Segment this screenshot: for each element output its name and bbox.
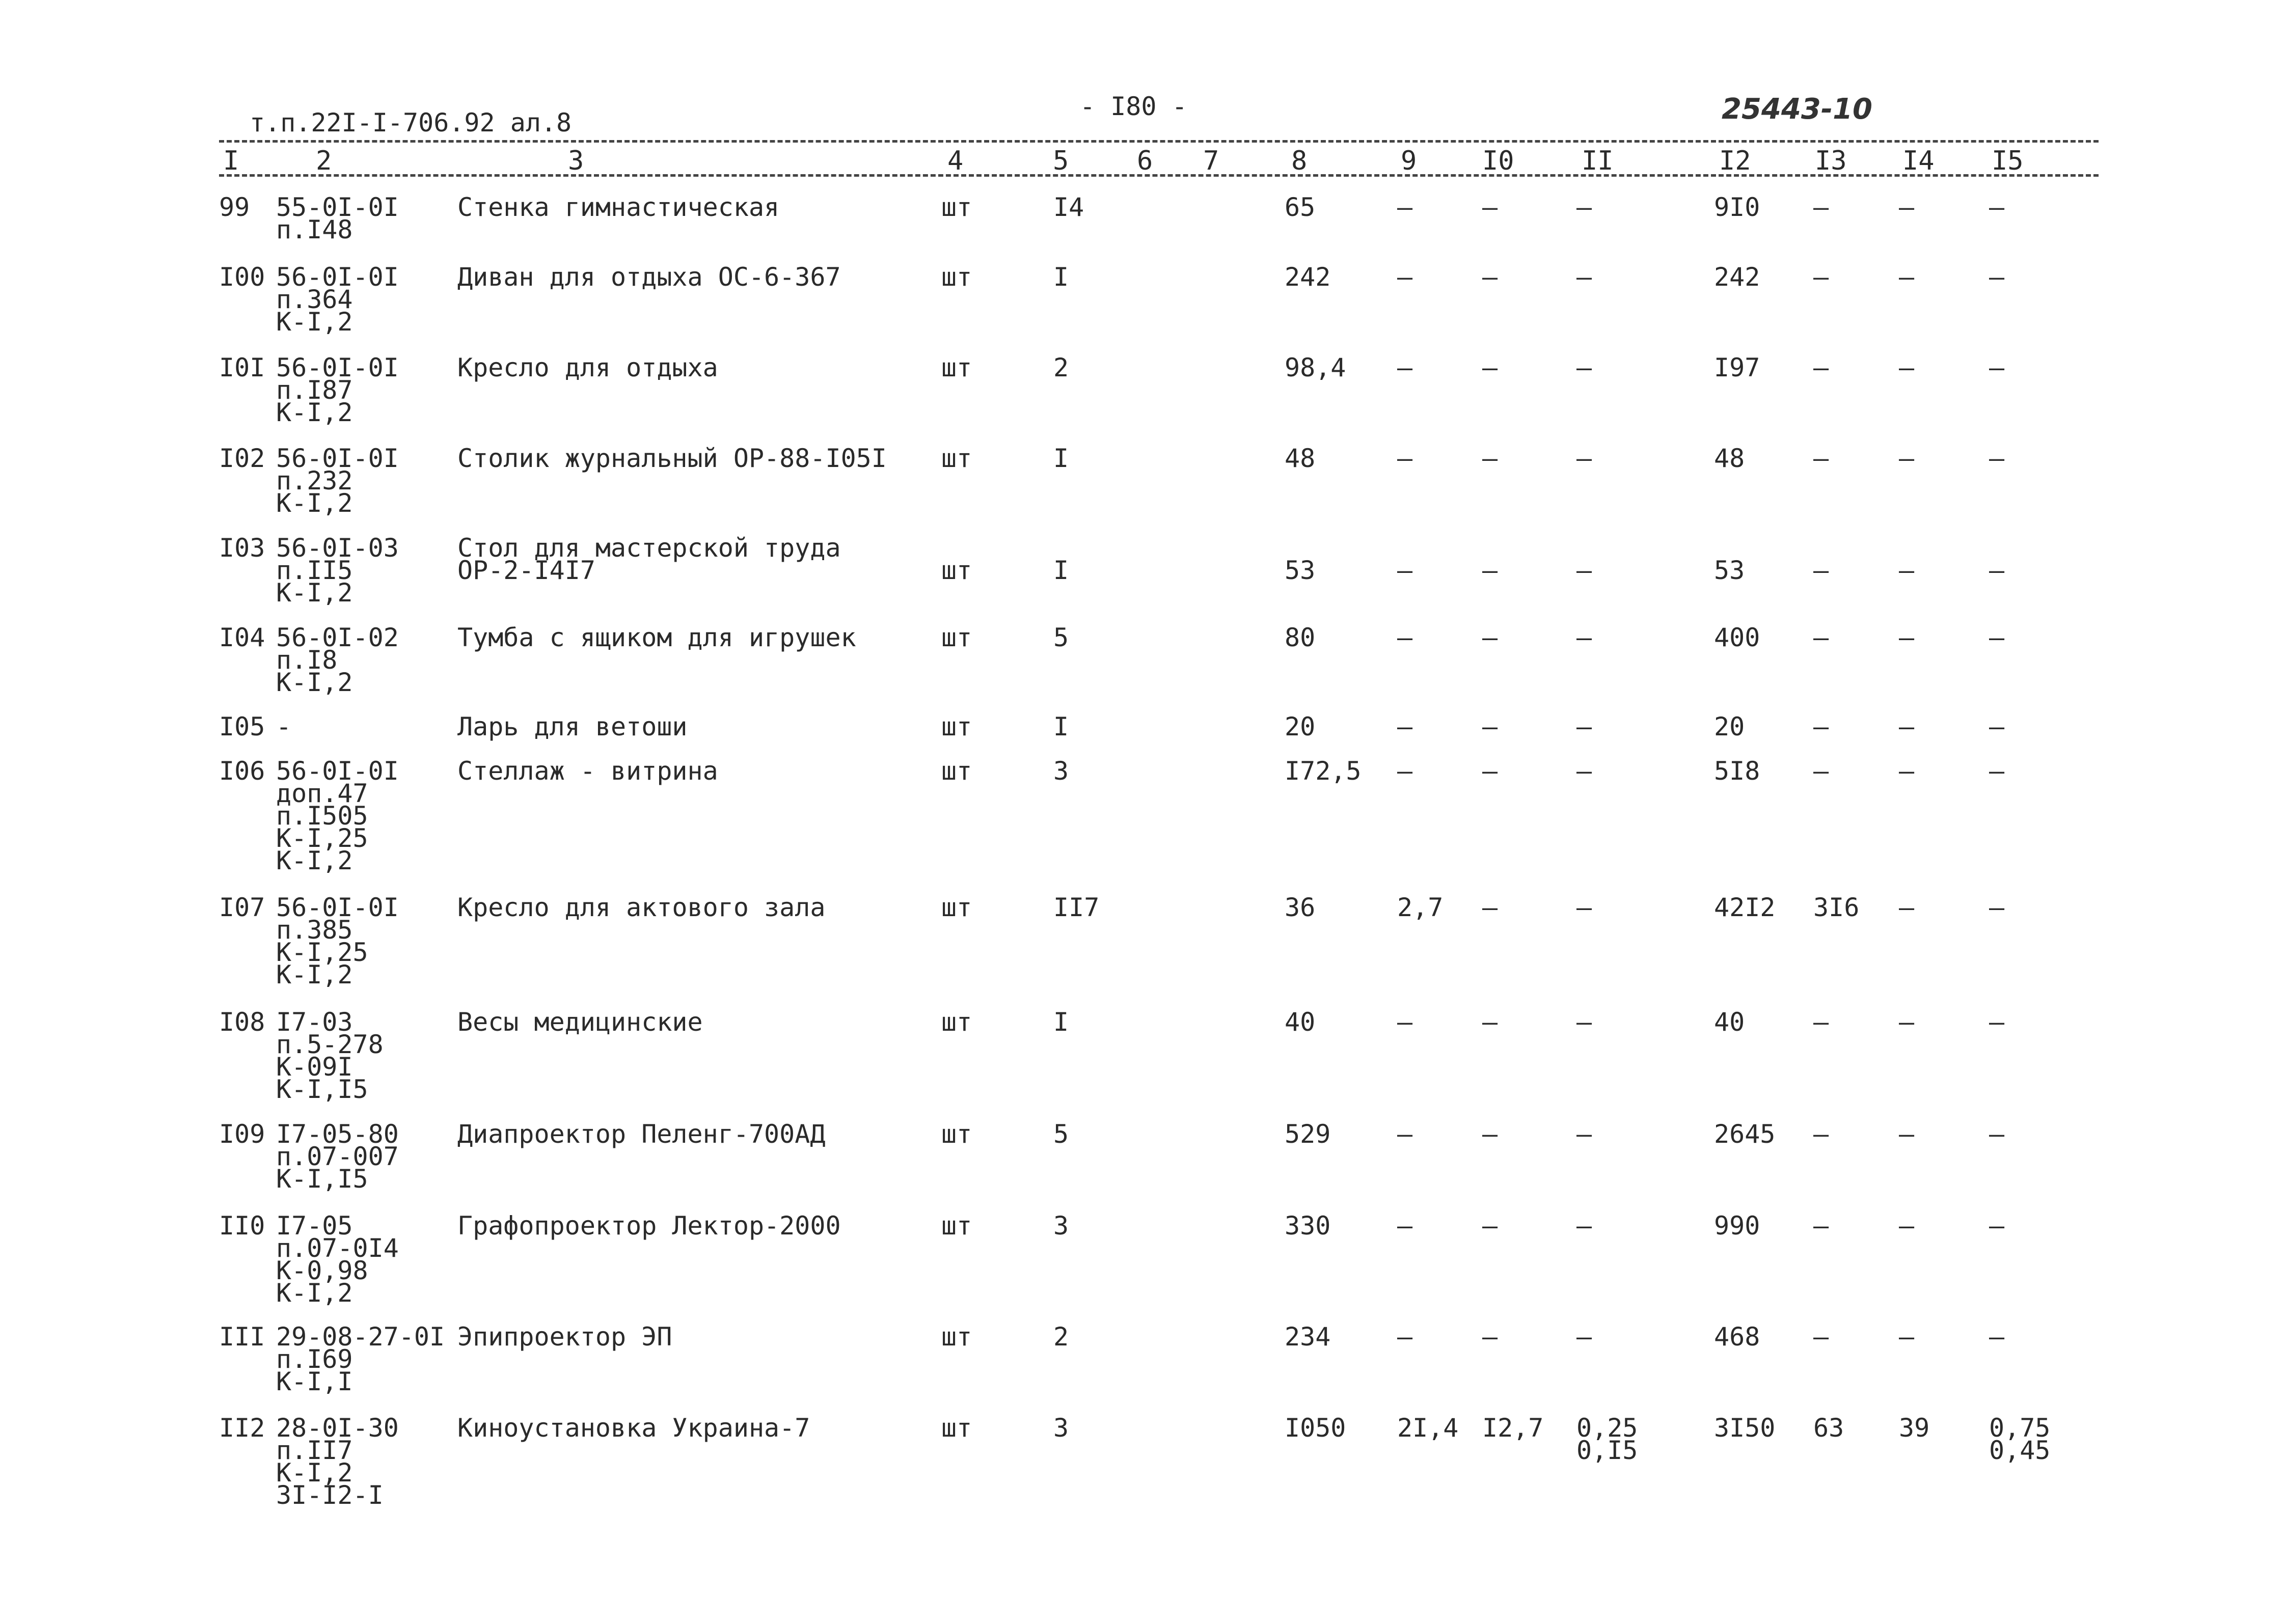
pricing-code: 56-0I-02 п.I8 К-I,2 — [276, 623, 399, 697]
value-c10: – — [1482, 556, 1498, 585]
row-number: III — [219, 1322, 265, 1352]
value-c11: – — [1576, 1322, 1592, 1352]
quantity: I — [1053, 1007, 1069, 1037]
quantity: 2 — [1053, 1322, 1069, 1352]
value-c9: – — [1397, 712, 1413, 741]
value-c11: – — [1576, 623, 1592, 652]
value-c9: – — [1397, 1007, 1413, 1037]
value-c14: – — [1899, 1007, 1915, 1037]
value-c15: – — [1989, 893, 2005, 922]
row-number: I03 — [219, 533, 265, 563]
pricing-code: 56-0I-0I п.I87 К-I,2 — [276, 353, 399, 427]
row-number: I07 — [219, 893, 265, 922]
value-c14: – — [1899, 353, 1915, 382]
value-c12: 20 — [1714, 712, 1745, 741]
item-name: Диван для отдыха ОС-6-367 — [457, 262, 841, 292]
value-c11: 0,25 0,I5 — [1576, 1413, 1638, 1465]
row-number: I05 — [219, 712, 265, 741]
value-c14: – — [1899, 1211, 1915, 1241]
value-c14: – — [1899, 1322, 1915, 1352]
value-c15: 0,75 0,45 — [1989, 1413, 2051, 1465]
value-c12: 990 — [1714, 1211, 1760, 1241]
value-c12: 5I8 — [1714, 756, 1760, 786]
value-c9: – — [1397, 262, 1413, 292]
handwritten-stamp: 25443-10 — [1722, 93, 1872, 126]
item-name: Стеллаж - витрина — [457, 756, 718, 786]
quantity: 2 — [1053, 353, 1069, 382]
value-c11: – — [1576, 893, 1592, 922]
column-number: I5 — [1992, 146, 2024, 176]
value-c10: I2,7 — [1482, 1413, 1544, 1443]
value-c13: – — [1813, 1119, 1829, 1149]
column-number: I — [223, 146, 239, 176]
item-name: Столик журнальный ОР-88-I05I — [457, 444, 887, 473]
value-c14: – — [1899, 262, 1915, 292]
value-c8: 40 — [1285, 1007, 1316, 1037]
value-c12: I97 — [1714, 353, 1760, 382]
value-c8: 48 — [1285, 444, 1316, 473]
value-c15: – — [1989, 623, 2005, 652]
value-c11: – — [1576, 192, 1592, 222]
row-number: I04 — [219, 623, 265, 652]
unit: шт — [941, 444, 972, 473]
value-c14: – — [1899, 1119, 1915, 1149]
value-c13: – — [1813, 262, 1829, 292]
value-c8: 20 — [1285, 712, 1316, 741]
value-c10: – — [1482, 262, 1498, 292]
value-c11: – — [1576, 756, 1592, 786]
quantity: I — [1053, 556, 1069, 585]
unit: шт — [941, 1007, 972, 1037]
value-c11: – — [1576, 353, 1592, 382]
pricing-code: 56-0I-0I п.385 К-I,25 К-I,2 — [276, 893, 399, 989]
pricing-code: 29-08-27-0I п.I69 К-I,I — [276, 1322, 445, 1396]
value-c10: – — [1482, 1007, 1498, 1037]
value-c8: 242 — [1285, 262, 1331, 292]
unit: шт — [941, 262, 972, 292]
value-c13: 63 — [1813, 1413, 1844, 1443]
item-name: Тумба с ящиком для игрушек — [457, 623, 856, 652]
value-c8: 234 — [1285, 1322, 1331, 1352]
pricing-code: 55-0I-0I п.I48 — [276, 192, 399, 244]
value-c15: – — [1989, 444, 2005, 473]
quantity: 3 — [1053, 756, 1069, 786]
value-c13: – — [1813, 1211, 1829, 1241]
column-number: I0 — [1482, 146, 1514, 176]
value-c8: 529 — [1285, 1119, 1331, 1149]
unit: шт — [941, 756, 972, 786]
value-c13: – — [1813, 444, 1829, 473]
value-c14: – — [1899, 556, 1915, 585]
value-c8: 53 — [1285, 556, 1316, 585]
item-name: Кресло для отдыха — [457, 353, 718, 382]
pricing-code: 56-0I-0I п.364 К-I,2 — [276, 262, 399, 337]
pricing-code: - — [276, 712, 292, 741]
row-number: I00 — [219, 262, 265, 292]
value-c10: – — [1482, 756, 1498, 786]
column-number: 8 — [1291, 146, 1308, 176]
value-c9: 2I,4 — [1397, 1413, 1459, 1443]
value-c10: – — [1482, 1322, 1498, 1352]
value-c12: 242 — [1714, 262, 1760, 292]
value-c9: – — [1397, 353, 1413, 382]
value-c12: 53 — [1714, 556, 1745, 585]
value-c11: – — [1576, 556, 1592, 585]
value-c9: 2,7 — [1397, 893, 1444, 922]
quantity: I — [1053, 712, 1069, 741]
value-c12: 48 — [1714, 444, 1745, 473]
row-number: I06 — [219, 756, 265, 786]
column-number: I2 — [1719, 146, 1751, 176]
value-c12: 468 — [1714, 1322, 1760, 1352]
unit: шт — [941, 712, 972, 741]
pricing-code: I7-05-80 п.07-007 К-I,I5 — [276, 1119, 399, 1194]
value-c11: – — [1576, 1119, 1592, 1149]
value-c12: 3I50 — [1714, 1413, 1776, 1443]
value-c15: – — [1989, 262, 2005, 292]
value-c14: – — [1899, 192, 1915, 222]
value-c10: – — [1482, 353, 1498, 382]
value-c13: – — [1813, 1322, 1829, 1352]
item-name: Эпипроектор ЭП — [457, 1322, 672, 1352]
value-c15: – — [1989, 192, 2005, 222]
column-number: 2 — [316, 146, 332, 176]
value-c9: – — [1397, 1322, 1413, 1352]
column-number: 7 — [1203, 146, 1219, 176]
value-c8: 65 — [1285, 192, 1316, 222]
pricing-code: 28-0I-30 п.II7 К-I,2 3I-I2-I — [276, 1413, 399, 1510]
value-c8: I72,5 — [1285, 756, 1362, 786]
value-c11: – — [1576, 1007, 1592, 1037]
value-c12: 400 — [1714, 623, 1760, 652]
column-number: 9 — [1401, 146, 1417, 176]
value-c8: 36 — [1285, 893, 1316, 922]
column-number: 4 — [947, 146, 964, 176]
value-c13: – — [1813, 1007, 1829, 1037]
unit: шт — [941, 1322, 972, 1352]
value-c13: 3I6 — [1813, 893, 1860, 922]
quantity: I4 — [1053, 192, 1084, 222]
column-number: I3 — [1815, 146, 1847, 176]
value-c9: – — [1397, 756, 1413, 786]
value-c11: – — [1576, 444, 1592, 473]
item-name: Ларь для ветоши — [457, 712, 688, 741]
pricing-code: 56-0I-0I п.232 К-I,2 — [276, 444, 399, 518]
quantity: I — [1053, 444, 1069, 473]
value-c8: 98,4 — [1285, 353, 1346, 382]
value-c9: – — [1397, 192, 1413, 222]
unit: шт — [941, 1119, 972, 1149]
row-number: I09 — [219, 1119, 265, 1149]
column-number: 5 — [1053, 146, 1069, 176]
value-c15: – — [1989, 1322, 2005, 1352]
value-c8: I050 — [1285, 1413, 1346, 1443]
column-number: II — [1582, 146, 1614, 176]
value-c9: – — [1397, 1211, 1413, 1241]
row-number: II0 — [219, 1211, 265, 1241]
unit: шт — [941, 556, 972, 585]
quantity: 3 — [1053, 1413, 1069, 1443]
value-c14: – — [1899, 444, 1915, 473]
value-c12: 2645 — [1714, 1119, 1776, 1149]
item-name: Диапроектор Пеленг-700АД — [457, 1119, 826, 1149]
column-number: 3 — [568, 146, 584, 176]
item-name: Стенка гимнастическая — [457, 192, 780, 222]
value-c9: – — [1397, 1119, 1413, 1149]
value-c13: – — [1813, 192, 1829, 222]
value-c11: – — [1576, 712, 1592, 741]
pricing-code: I7-05 п.07-0I4 К-0,98 К-I,2 — [276, 1211, 399, 1308]
pricing-code: I7-03 п.5-278 К-09I К-I,I5 — [276, 1007, 384, 1104]
value-c10: – — [1482, 893, 1498, 922]
value-c15: – — [1989, 1119, 2005, 1149]
column-number: 6 — [1137, 146, 1153, 176]
item-name: Кресло для актового зала — [457, 893, 826, 922]
row-number: I0I — [219, 353, 265, 382]
value-c8: 330 — [1285, 1211, 1331, 1241]
value-c13: – — [1813, 712, 1829, 741]
item-name: Графопроектор Лектор-2000 — [457, 1211, 841, 1241]
unit: шт — [941, 1211, 972, 1241]
pricing-code: 56-0I-03 п.II5 К-I,2 — [276, 533, 399, 608]
value-c12: 42I2 — [1714, 893, 1776, 922]
value-c11: – — [1576, 262, 1592, 292]
value-c10: – — [1482, 1211, 1498, 1241]
value-c11: – — [1576, 1211, 1592, 1241]
pricing-code: 56-0I-0I доп.47 п.I505 К-I,25 К-I,2 — [276, 756, 399, 875]
column-number: I4 — [1902, 146, 1935, 176]
unit: шт — [941, 192, 972, 222]
value-c15: – — [1989, 1007, 2005, 1037]
value-c14: – — [1899, 712, 1915, 741]
value-c14: – — [1899, 623, 1915, 652]
value-c9: – — [1397, 444, 1413, 473]
value-c8: 80 — [1285, 623, 1316, 652]
value-c13: – — [1813, 756, 1829, 786]
value-c14: 39 — [1899, 1413, 1930, 1443]
quantity: 3 — [1053, 1211, 1069, 1241]
value-c15: – — [1989, 556, 2005, 585]
value-c9: – — [1397, 623, 1413, 652]
item-name: Киноустановка Украина-7 — [457, 1413, 810, 1443]
value-c15: – — [1989, 756, 2005, 786]
value-c10: – — [1482, 192, 1498, 222]
value-c14: – — [1899, 756, 1915, 786]
row-number: I02 — [219, 444, 265, 473]
value-c13: – — [1813, 353, 1829, 382]
value-c10: – — [1482, 712, 1498, 741]
value-c15: – — [1989, 1211, 2005, 1241]
value-c14: – — [1899, 893, 1915, 922]
item-name: Весы медицинские — [457, 1007, 703, 1037]
unit: шт — [941, 1413, 972, 1443]
value-c13: – — [1813, 556, 1829, 585]
value-c12: 9I0 — [1714, 192, 1760, 222]
unit: шт — [941, 893, 972, 922]
value-c12: 40 — [1714, 1007, 1745, 1037]
quantity: I — [1053, 262, 1069, 292]
quantity: 5 — [1053, 1119, 1069, 1149]
document-reference: т.п.22I-I-706.92 ал.8 — [250, 108, 572, 137]
value-c10: – — [1482, 1119, 1498, 1149]
value-c13: – — [1813, 623, 1829, 652]
value-c10: – — [1482, 444, 1498, 473]
item-name: Стол для мастерской труда ОР-2-I4I7 — [457, 533, 841, 585]
header-rule-top — [219, 140, 2099, 143]
value-c10: – — [1482, 623, 1498, 652]
row-number: I08 — [219, 1007, 265, 1037]
unit: шт — [941, 623, 972, 652]
value-c9: – — [1397, 556, 1413, 585]
value-c15: – — [1989, 712, 2005, 741]
page-number: - I80 - — [1080, 92, 1187, 121]
row-number: II2 — [219, 1413, 265, 1443]
quantity: II7 — [1053, 893, 1100, 922]
quantity: 5 — [1053, 623, 1069, 652]
value-c15: – — [1989, 353, 2005, 382]
row-number: 99 — [219, 192, 250, 222]
unit: шт — [941, 353, 972, 382]
